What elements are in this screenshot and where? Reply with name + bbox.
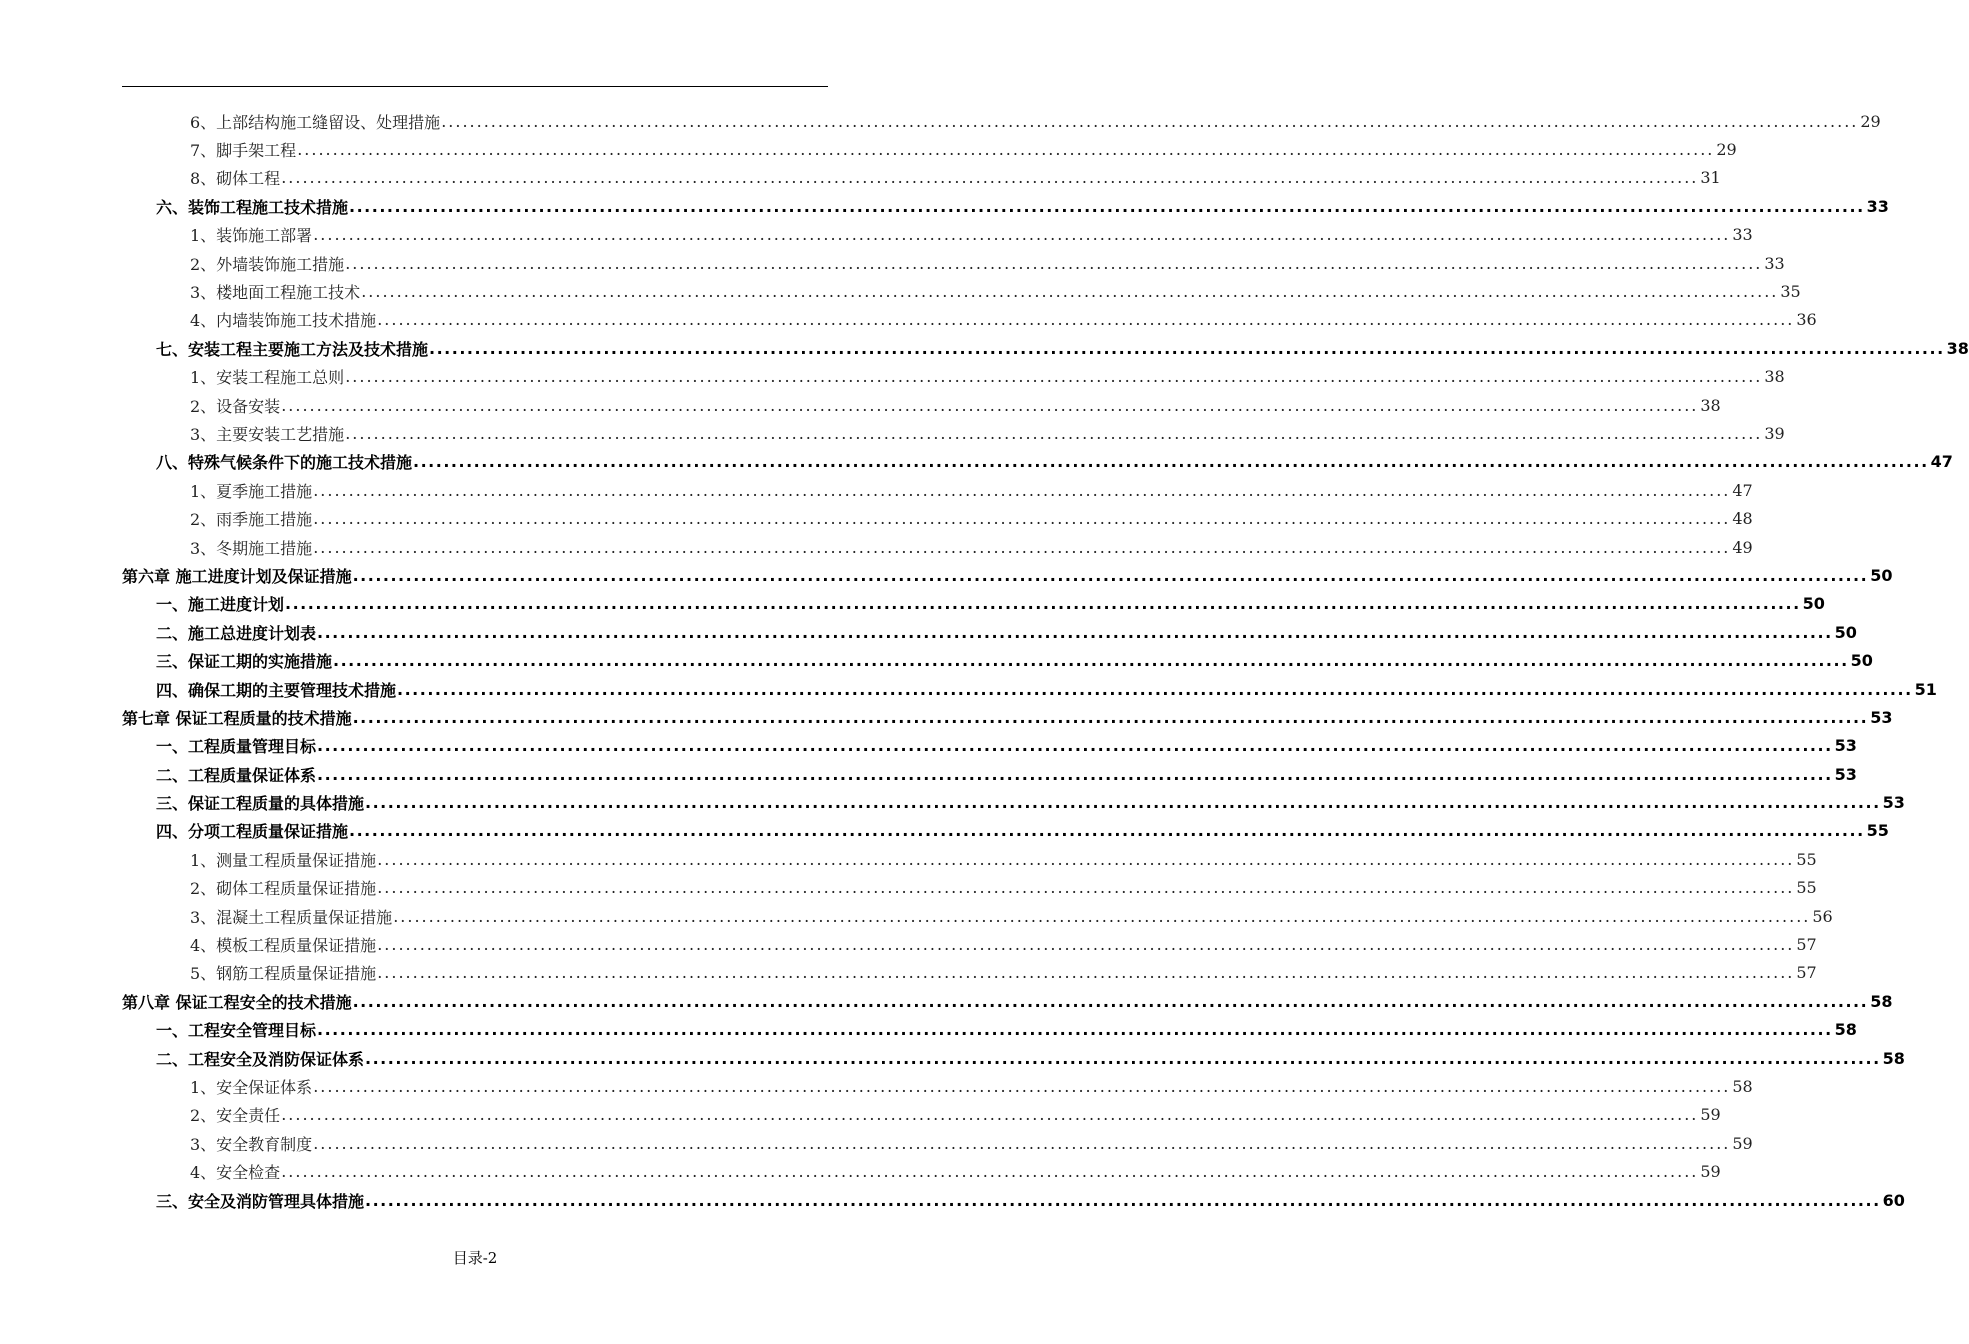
toc-dot-leader: ........................................................................................................................................................................................................ [365, 1048, 1881, 1068]
toc-entry-title: 二、工程安全及消防保证体系 [156, 1049, 365, 1069]
toc-entry-title: 6、上部结构施工缝留设、处理措施 [190, 112, 441, 132]
toc-entry-title: 1、装饰施工部署 [190, 226, 313, 246]
toc-dot-leader: ........................................................................................................................................................................................................ [313, 537, 1731, 557]
toc-dot-leader: ........................................................................................................................................................................................................ [313, 509, 1731, 529]
toc-entry[interactable] [122, 448, 1953, 476]
toc-entry[interactable] [122, 476, 1753, 504]
toc-entry-page-number: 55 [1796, 878, 1817, 898]
toc-entry[interactable] [122, 817, 1889, 845]
toc-dot-leader: ........................................................................................................................................................................................................ [352, 991, 1869, 1011]
toc-dot-leader: ........................................................................................................................................................................................................ [429, 338, 1945, 358]
toc-entry-title: 2、设备安装 [190, 396, 281, 416]
toc-entry[interactable] [122, 959, 1817, 987]
toc-entry-title: 一、工程质量管理目标 [156, 737, 317, 757]
toc-entry-page-number: 29 [1860, 111, 1881, 131]
toc-entry[interactable] [122, 590, 1825, 618]
toc-entry-title: 4、安全检查 [190, 1163, 281, 1183]
toc-entry-page-number: 47 [1930, 452, 1953, 472]
toc-entry[interactable] [122, 788, 1905, 816]
toc-entry-page-number: 51 [1914, 679, 1937, 699]
toc-entry-title: 三、保证工期的实施措施 [156, 652, 333, 672]
toc-entry[interactable] [122, 1129, 1753, 1157]
toc-entry[interactable] [122, 874, 1817, 902]
toc-entry-page-number: 58 [1834, 1020, 1857, 1040]
page-footer-label: 目录-2 [452, 1249, 498, 1267]
toc-entry-page-number: 33 [1866, 196, 1889, 216]
toc-dot-leader: ........................................................................................................................................................................................................ [365, 1190, 1881, 1210]
toc-entry-page-number: 50 [1802, 594, 1825, 614]
header-rule [122, 86, 828, 87]
toc-entry-title: 5、钢筋工程质量保证措施 [190, 964, 377, 984]
toc-entry-title: 六、装饰工程施工技术措施 [156, 197, 349, 217]
toc-entry-page-number: 33 [1732, 225, 1753, 245]
toc-entry-title: 第七章 保证工程质量的技术措施 [122, 708, 352, 728]
toc-entry-title: 三、保证工程质量的具体措施 [156, 794, 365, 814]
toc-entry[interactable] [122, 334, 1969, 362]
toc-entry-title: 1、测量工程质量保证措施 [190, 850, 377, 870]
toc-dot-leader: ........................................................................................................................................................................................................ [281, 395, 1699, 415]
toc-entry-title: 一、工程安全管理目标 [156, 1021, 317, 1041]
toc-entry-title: 8、砌体工程 [190, 169, 281, 189]
toc-entry-page-number: 58 [1732, 1076, 1753, 1096]
toc-entry-page-number: 53 [1834, 764, 1857, 784]
toc-dot-leader: ........................................................................................................................................................................................................ [349, 196, 1865, 216]
toc-dot-leader: ........................................................................................................................................................................................................ [349, 821, 1865, 841]
toc-entry-page-number: 60 [1882, 1190, 1905, 1210]
toc-entry-page-number: 31 [1700, 168, 1721, 188]
toc-entry[interactable] [122, 533, 1753, 561]
toc-entry[interactable] [122, 419, 1785, 447]
toc-entry-title: 7、脚手架工程 [190, 141, 297, 161]
toc-dot-leader: ........................................................................................................................................................................................................ [361, 282, 1779, 302]
toc-dot-leader: ........................................................................................................................................................................................................ [333, 651, 1849, 671]
toc-entry-page-number: 59 [1700, 1162, 1721, 1182]
toc-dot-leader: ........................................................................................................................................................................................................ [317, 1020, 1833, 1040]
toc-entry[interactable] [122, 930, 1817, 958]
toc-dot-leader: ........................................................................................................................................................................................................ [393, 906, 1811, 926]
toc-dot-leader: ........................................................................................................................................................................................................ [413, 452, 1929, 472]
toc-dot-leader: ........................................................................................................................................................................................................ [377, 963, 1795, 983]
toc-entry[interactable] [122, 1072, 1753, 1100]
toc-entry[interactable] [122, 107, 1881, 135]
toc-entry[interactable] [122, 732, 1857, 760]
toc-entry-page-number: 29 [1716, 140, 1737, 160]
toc-entry[interactable] [122, 306, 1817, 334]
toc-entry-page-number: 59 [1700, 1105, 1721, 1125]
toc-entry-page-number: 48 [1732, 509, 1753, 529]
toc-entry[interactable] [122, 987, 1893, 1015]
toc-dot-leader: ........................................................................................................................................................................................................ [297, 140, 1715, 160]
toc-entry-page-number: 33 [1764, 253, 1785, 273]
toc-dot-leader: ........................................................................................................................................................................................................ [317, 764, 1833, 784]
toc-entry-title: 二、工程质量保证体系 [156, 765, 317, 785]
toc-entry[interactable] [122, 363, 1785, 391]
toc-entry-title: 4、内墙装饰施工技术措施 [190, 311, 377, 331]
toc-entry-page-number: 55 [1866, 821, 1889, 841]
toc-entry[interactable] [122, 646, 1873, 674]
toc-entry-page-number: 53 [1882, 793, 1905, 813]
toc-entry-page-number: 53 [1870, 707, 1893, 727]
toc-entry-title: 3、安全教育制度 [190, 1134, 313, 1154]
toc-entry-title: 二、施工总进度计划表 [156, 623, 317, 643]
toc-entry-page-number: 39 [1764, 423, 1785, 443]
toc-entry[interactable] [122, 1016, 1857, 1044]
toc-entry-page-number: 57 [1796, 935, 1817, 955]
toc-entry-page-number: 38 [1764, 367, 1785, 387]
toc-entry-title: 4、模板工程质量保证措施 [190, 936, 377, 956]
toc-dot-leader: ........................................................................................................................................................................................................ [313, 1133, 1731, 1153]
toc-entry[interactable] [122, 1101, 1721, 1129]
toc-dot-leader: ........................................................................................................................................................................................................ [281, 1162, 1699, 1182]
toc-entry-page-number: 50 [1870, 565, 1893, 585]
toc-entry-title: 3、冬期施工措施 [190, 538, 313, 558]
toc-dot-leader: ........................................................................................................................................................................................................ [441, 111, 1859, 131]
toc-entry-title: 七、安装工程主要施工方法及技术措施 [156, 339, 429, 359]
toc-dot-leader: ........................................................................................................................................................................................................ [352, 565, 1869, 585]
toc-dot-leader: ........................................................................................................................................................................................................ [313, 225, 1731, 245]
toc-dot-leader: ........................................................................................................................................................................................................ [285, 594, 1801, 614]
toc-entry[interactable] [122, 845, 1817, 873]
toc-entry-title: 1、安装工程施工总则 [190, 368, 345, 388]
toc-entry-title: 2、外墙装饰施工措施 [190, 254, 345, 274]
toc-entry[interactable] [122, 249, 1785, 277]
toc-entry-title: 第六章 施工进度计划及保证措施 [122, 566, 352, 586]
toc-entry[interactable] [122, 1044, 1905, 1072]
toc-entry[interactable] [122, 675, 1937, 703]
toc-dot-leader: ........................................................................................................................................................................................................ [313, 480, 1731, 500]
toc-dot-leader: ........................................................................................................................................................................................................ [281, 1105, 1699, 1125]
toc-entry-title: 2、雨季施工措施 [190, 510, 313, 530]
toc-dot-leader: ........................................................................................................................................................................................................ [377, 878, 1795, 898]
toc-entry[interactable] [122, 192, 1889, 220]
toc-entry[interactable] [122, 760, 1857, 788]
toc-entry-title: 3、混凝土工程质量保证措施 [190, 907, 393, 927]
toc-entry-title: 一、施工进度计划 [156, 595, 285, 615]
toc-dot-leader: ........................................................................................................................................................................................................ [317, 736, 1833, 756]
toc-entry[interactable] [122, 135, 1737, 163]
toc-entry[interactable] [122, 561, 1893, 589]
toc-entry-page-number: 35 [1780, 282, 1801, 302]
toc-entry-page-number: 59 [1732, 1133, 1753, 1153]
toc-dot-leader: ........................................................................................................................................................................................................ [377, 310, 1795, 330]
toc-entry-page-number: 57 [1796, 963, 1817, 983]
toc-entry-page-number: 38 [1946, 338, 1969, 358]
toc-entry-page-number: 56 [1812, 906, 1833, 926]
toc-entry[interactable] [122, 504, 1753, 532]
toc-entry[interactable] [122, 1157, 1721, 1185]
toc-entry-page-number: 49 [1732, 537, 1753, 557]
toc-dot-leader: ........................................................................................................................................................................................................ [345, 253, 1763, 273]
toc-entry-title: 1、安全保证体系 [190, 1077, 313, 1097]
toc-entry-title: 四、分项工程质量保证措施 [156, 822, 349, 842]
toc-dot-leader: ........................................................................................................................................................................................................ [377, 849, 1795, 869]
table-of-contents [122, 107, 1969, 1214]
toc-entry-page-number: 53 [1834, 736, 1857, 756]
toc-dot-leader: ........................................................................................................................................................................................................ [352, 707, 1869, 727]
toc-entry-page-number: 50 [1850, 651, 1873, 671]
toc-entry[interactable] [122, 703, 1893, 731]
toc-dot-leader: ........................................................................................................................................................................................................ [317, 622, 1833, 642]
toc-dot-leader: ........................................................................................................................................................................................................ [345, 367, 1763, 387]
toc-entry-title: 四、确保工期的主要管理技术措施 [156, 680, 397, 700]
toc-entry-page-number: 36 [1796, 310, 1817, 330]
toc-entry-title: 第八章 保证工程安全的技术措施 [122, 992, 352, 1012]
toc-entry-title: 2、砌体工程质量保证措施 [190, 879, 377, 899]
toc-dot-leader: ........................................................................................................................................................................................................ [281, 168, 1699, 188]
toc-entry[interactable] [122, 1186, 1905, 1214]
toc-entry[interactable] [122, 164, 1721, 192]
toc-entry-page-number: 58 [1870, 991, 1893, 1011]
toc-entry[interactable] [122, 277, 1801, 305]
toc-dot-leader: ........................................................................................................................................................................................................ [365, 793, 1881, 813]
toc-entry[interactable] [122, 902, 1833, 930]
toc-entry-page-number: 47 [1732, 480, 1753, 500]
toc-entry-title: 八、特殊气候条件下的施工技术措施 [156, 453, 413, 473]
toc-dot-leader: ........................................................................................................................................................................................................ [313, 1076, 1731, 1096]
toc-entry[interactable] [122, 391, 1721, 419]
toc-entry-title: 3、主要安装工艺措施 [190, 424, 345, 444]
toc-entry-title: 2、安全责任 [190, 1106, 281, 1126]
toc-entry[interactable] [122, 618, 1857, 646]
toc-entry-page-number: 58 [1882, 1048, 1905, 1068]
toc-entry[interactable] [122, 221, 1753, 249]
toc-entry-page-number: 50 [1834, 622, 1857, 642]
toc-entry-page-number: 55 [1796, 849, 1817, 869]
toc-entry-title: 3、楼地面工程施工技术 [190, 283, 361, 303]
toc-dot-leader: ........................................................................................................................................................................................................ [397, 679, 1913, 699]
toc-entry-title: 三、安全及消防管理具体措施 [156, 1191, 365, 1211]
toc-entry-title: 1、夏季施工措施 [190, 481, 313, 501]
toc-entry-page-number: 38 [1700, 395, 1721, 415]
toc-dot-leader: ........................................................................................................................................................................................................ [377, 935, 1795, 955]
toc-dot-leader: ........................................................................................................................................................................................................ [345, 423, 1763, 443]
